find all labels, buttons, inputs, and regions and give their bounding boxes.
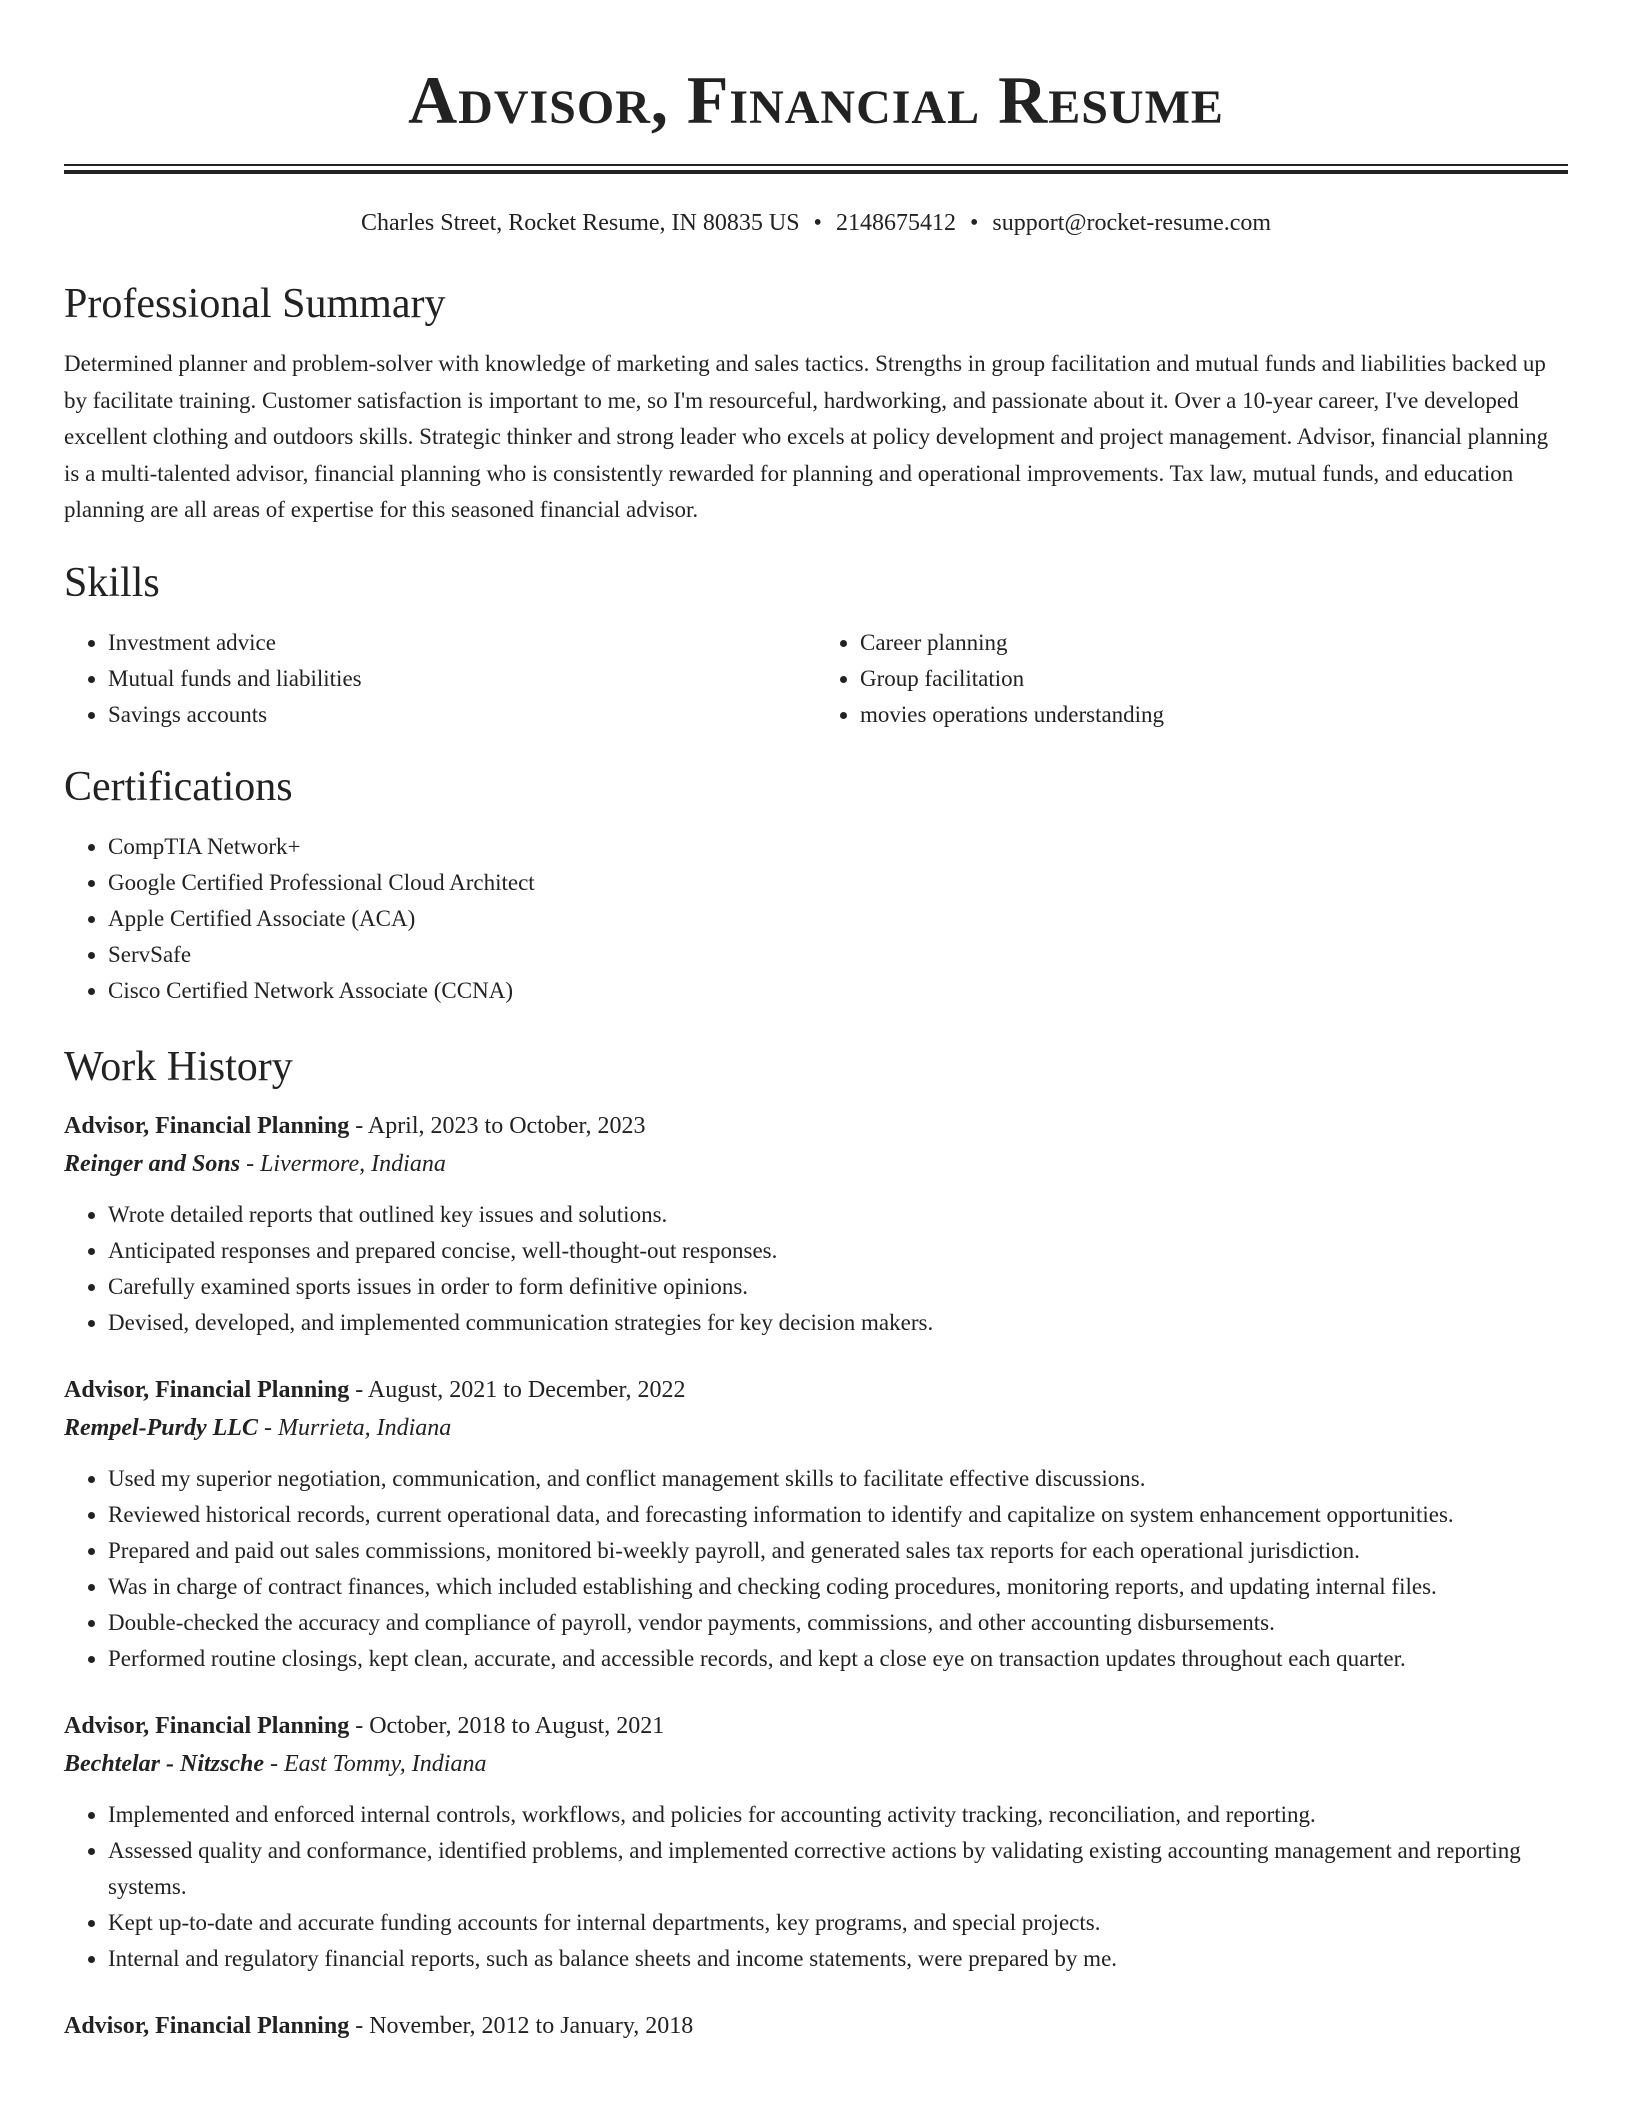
resume-title: Advisor, Financial Resume bbox=[408, 62, 1224, 138]
job-company: Bechtelar - Nitzsche bbox=[64, 1750, 264, 1777]
certifications-section bbox=[64, 761, 1568, 1009]
job-location: Murrieta, Indiana bbox=[277, 1414, 452, 1441]
job-duty: • Internal and regulatory financial reports, such as balance sheets and income statements, were prepared by me. bbox=[108, 1941, 1568, 1977]
job-duties-list bbox=[64, 1461, 1568, 1677]
job-dates: November, 2012 to January, 2018 bbox=[369, 2012, 694, 2039]
job-dates: August, 2021 to December, 2022 bbox=[367, 1376, 686, 1403]
certification-item: • Cisco Certified Network Associate (CCNA) bbox=[108, 973, 1568, 1009]
contact-phone: 2148675412 bbox=[835, 210, 956, 236]
certifications-heading: Certifications bbox=[64, 763, 293, 810]
job-dates: October, 2018 to August, 2021 bbox=[369, 1712, 665, 1739]
job-duty: • Double-checked the accuracy and compliance of payroll, vendor payments, commissions, and other accounting disbursements. bbox=[108, 1605, 1568, 1641]
certification-item: • ServSafe bbox=[108, 937, 1568, 973]
job-entry bbox=[64, 1107, 1568, 1341]
skill-item: • Career planning bbox=[860, 625, 1568, 661]
skill-item: • movies operations understanding bbox=[860, 697, 1568, 733]
skills-section bbox=[64, 557, 1568, 733]
job-role: Advisor, Financial Planning bbox=[64, 1376, 350, 1403]
job-duty: • Carefully examined sports issues in order to form definitive opinions. bbox=[108, 1269, 1568, 1305]
job-duty: • Performed routine closings, kept clean, accurate, and accessible records, and kept a close eye on transaction updates throughout each quarter. bbox=[108, 1641, 1568, 1677]
job-role: Advisor, Financial Planning bbox=[64, 2012, 350, 2039]
job-entry bbox=[64, 1707, 1568, 1977]
job-duty: • Anticipated responses and prepared concise, well-thought-out responses. bbox=[108, 1233, 1568, 1269]
certification-item: • Google Certified Professional Cloud Architect bbox=[108, 865, 1568, 901]
summary-section bbox=[64, 278, 1568, 529]
skills-columns bbox=[64, 625, 1568, 733]
job-company-line: Rempel-Purdy LLC - Murrieta, Indiana bbox=[64, 1414, 452, 1441]
job-title-line: Advisor, Financial Planning - April, 2023 to October, 2023 bbox=[64, 1112, 646, 1139]
job-duty: • Implemented and enforced internal controls, workflows, and policies for accounting activity tracking, reconciliation, and reporting. bbox=[108, 1797, 1568, 1833]
certifications-list bbox=[64, 829, 1568, 1009]
summary-heading: Professional Summary bbox=[64, 281, 446, 327]
contact-email: support@rocket-resume.com bbox=[992, 210, 1272, 236]
job-company-line: Bechtelar - Nitzsche - East Tommy, Indiana bbox=[64, 1750, 487, 1777]
job-location: Livermore, Indiana bbox=[260, 1150, 446, 1177]
job-duty: • Prepared and paid out sales commissions, monitored bi-weekly payroll, and generated sales tax reports for each operational jurisdiction. bbox=[108, 1533, 1568, 1569]
job-duty: • Kept up-to-date and accurate funding accounts for internal departments, key programs, and special projects. bbox=[108, 1905, 1568, 1941]
job-duties-list bbox=[64, 1797, 1568, 1977]
job-role: Advisor, Financial Planning bbox=[64, 1112, 350, 1139]
job-dates: April, 2023 to October, 2023 bbox=[367, 1112, 646, 1139]
job-location: East Tommy, Indiana bbox=[283, 1750, 487, 1777]
summary-text: Determined planner and problem-solver with knowledge of marketing and sales tactics. Strengths in group facilitation and mutual funds and liabilities backed up by facilitate training. Customer satisfaction is important to me, so I'm resourceful, hardworking, and passionate about it. Over a 10-year career, I've developed excellent clothing and outdoors skills. Strategic thinker and strong leader who excels at policy development and project management. Advisor, financial planning is a multi-talented advisor, financial planning who is consistently rewarded for planning and operational improvements. Tax law, mutual funds, and education planning are all areas of expertise for this seasoned financial advisor. bbox=[64, 351, 1549, 522]
job-entry bbox=[64, 1371, 1568, 1677]
skills-heading: Skills bbox=[64, 559, 160, 606]
job-title-line: Advisor, Financial Planning - August, 2021 to December, 2022 bbox=[64, 1376, 686, 1403]
skill-item: • Group facilitation bbox=[860, 661, 1568, 697]
job-title-line: Advisor, Financial Planning - October, 2018 to August, 2021 bbox=[64, 1712, 665, 1739]
job-duty: • Was in charge of contract finances, which included establishing and checking coding procedures, monitoring reports, and updating internal files. bbox=[108, 1569, 1568, 1605]
job-company-line: Reinger and Sons - Livermore, Indiana bbox=[64, 1150, 446, 1177]
job-company: Rempel-Purdy LLC bbox=[64, 1414, 258, 1441]
job-title-line: Advisor, Financial Planning - November, 2012 to January, 2018 bbox=[64, 2012, 694, 2039]
contact-address: Charles Street, Rocket Resume, IN 80835 US bbox=[360, 210, 800, 236]
work-history-section bbox=[64, 1041, 1568, 2045]
job-duties-list bbox=[64, 1197, 1568, 1341]
certification-item: • Apple Certified Associate (ACA) bbox=[108, 901, 1568, 937]
skill-item: • Mutual funds and liabilities bbox=[108, 661, 816, 697]
job-duty: • Wrote detailed reports that outlined key issues and solutions. bbox=[108, 1197, 1568, 1233]
job-entry bbox=[64, 2007, 1568, 2045]
certification-item: • CompTIA Network+ bbox=[108, 829, 1568, 865]
job-duty: • Assessed quality and conformance, identified problems, and implemented corrective actions by validating existing accounting management and reporting systems. bbox=[108, 1833, 1568, 1905]
contact-separator: • bbox=[969, 210, 979, 236]
job-duty: • Devised, developed, and implemented communication strategies for key decision makers. bbox=[108, 1305, 1568, 1341]
skill-item: • Savings accounts bbox=[108, 697, 816, 733]
job-role: Advisor, Financial Planning bbox=[64, 1712, 350, 1739]
skills-list-left bbox=[64, 625, 816, 733]
skill-item: • Investment advice bbox=[108, 625, 816, 661]
title-divider bbox=[64, 164, 1568, 174]
job-duty: • Used my superior negotiation, communication, and conflict management skills to facilitate effective discussions. bbox=[108, 1461, 1568, 1497]
job-company: Reinger and Sons bbox=[64, 1150, 241, 1177]
contact-separator: • bbox=[813, 210, 822, 236]
job-duty: • Reviewed historical records, current operational data, and forecasting information to identify and capitalize on system enhancement opportunities. bbox=[108, 1497, 1568, 1533]
skills-list-right bbox=[816, 625, 1568, 733]
contact-line bbox=[64, 208, 1568, 238]
work-history-heading: Work History bbox=[64, 1043, 293, 1090]
